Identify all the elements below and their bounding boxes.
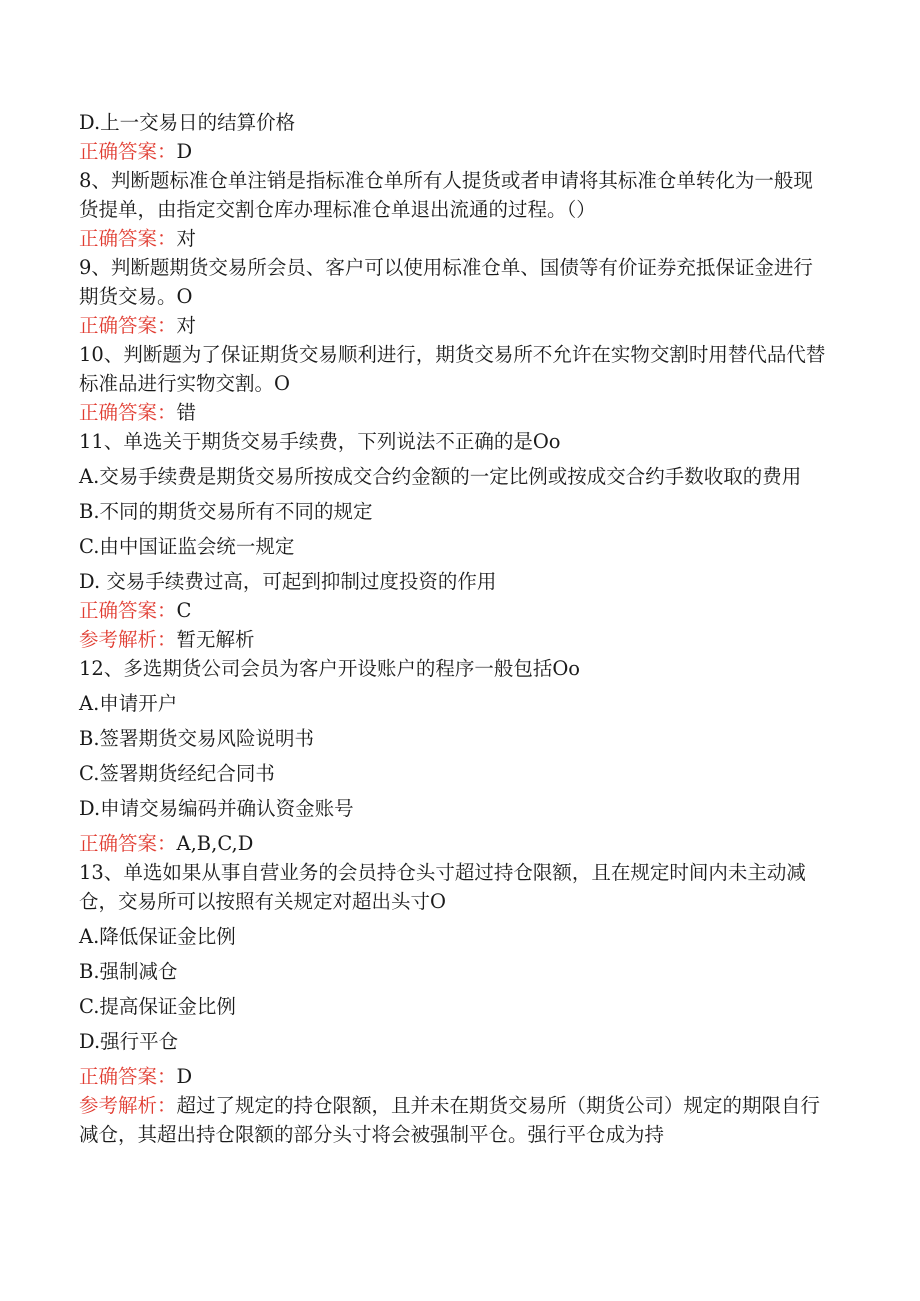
document-page [79,108,829,1149]
explanation-text: 暂无解析 [176,628,255,651]
explanation-label: 参考解析： [79,1094,177,1117]
option-line: C.由中国证监会统一规定 [79,535,295,558]
question-10: 10、判断题为了保证期货交易顺利进行，期货交易所不允许在实物交割时用替代品代替标准品进行实物交割。O [79,343,826,395]
answer-line [79,224,829,253]
answer-value: A,B,C,D [176,832,254,855]
answer-label: 正确答案： [79,832,177,855]
answer-line [79,137,829,166]
question-12: 12、多选期货公司会员为客户开设账户的程序一般包括Oo [79,657,581,680]
option-line: B.签署期货交易风险说明书 [79,727,315,750]
answer-label: 正确答案： [79,227,177,250]
option-line: B.强制减仓 [79,960,178,983]
answer-value: D [176,140,193,163]
answer-line [79,311,829,340]
explanation-text: 超过了规定的持仓限额，且并未在期货交易所（期货公司）规定的期限自行减仓，其超出持仓限额的部分头寸将会被强制平仓。强行平仓成为持 [79,1094,821,1146]
option-line: B.不同的期货交易所有不同的规定 [79,500,373,523]
question-11: 11、单选关于期货交易手续费，下列说法不正确的是Oo [79,430,561,453]
answer-line [79,1062,829,1091]
answer-line [79,829,829,858]
answer-label: 正确答案： [79,599,177,622]
option-line: C.签署期货经纪合同书 [79,762,275,785]
answer-label: 正确答案： [79,140,177,163]
answer-line [79,398,829,427]
option-line: A.降低保证金比例 [79,925,236,948]
option-line: D.上一交易日的结算价格 [79,111,296,134]
option-line: C.提高保证金比例 [79,995,236,1018]
question-9: 9、判断题期货交易所会员、客户可以使用标准仓单、国债等有价证券充抵保证金进行期货交易。O [79,256,813,308]
answer-label: 正确答案： [79,1065,177,1088]
question-13: 13、单选如果从事自营业务的会员持仓头寸超过持仓限额，且在规定时间内未主动减仓，交易所可以按照有关规定对超出头寸O [79,861,806,913]
option-line: D.申请交易编码并确认资金账号 [79,797,354,820]
answer-value: C [176,599,192,622]
answer-label: 正确答案： [79,401,177,424]
answer-value: 错 [176,401,197,424]
option-line: A.申请开户 [79,692,178,715]
answer-value: 对 [176,314,197,337]
explanation-line [79,1091,829,1149]
question-8: 8、判断题标准仓单注销是指标准仓单所有人提货或者申请将其标准仓单转化为一般现货提单，由指定交割仓库办理标准仓单退出流通的过程。（） [79,169,813,221]
explanation-line [79,625,829,654]
option-line: D. 交易手续费过高，可起到抑制过度投资的作用 [79,570,497,593]
answer-line [79,596,829,625]
option-line: D.强行平仓 [79,1030,179,1053]
option-line: A.交易手续费是期货交易所按成交合约金额的一定比例或按成交合约手数收取的费用 [79,465,802,488]
answer-label: 正确答案： [79,314,177,337]
answer-value: D [176,1065,193,1088]
answer-value: 对 [176,227,197,250]
explanation-label: 参考解析： [79,628,177,651]
